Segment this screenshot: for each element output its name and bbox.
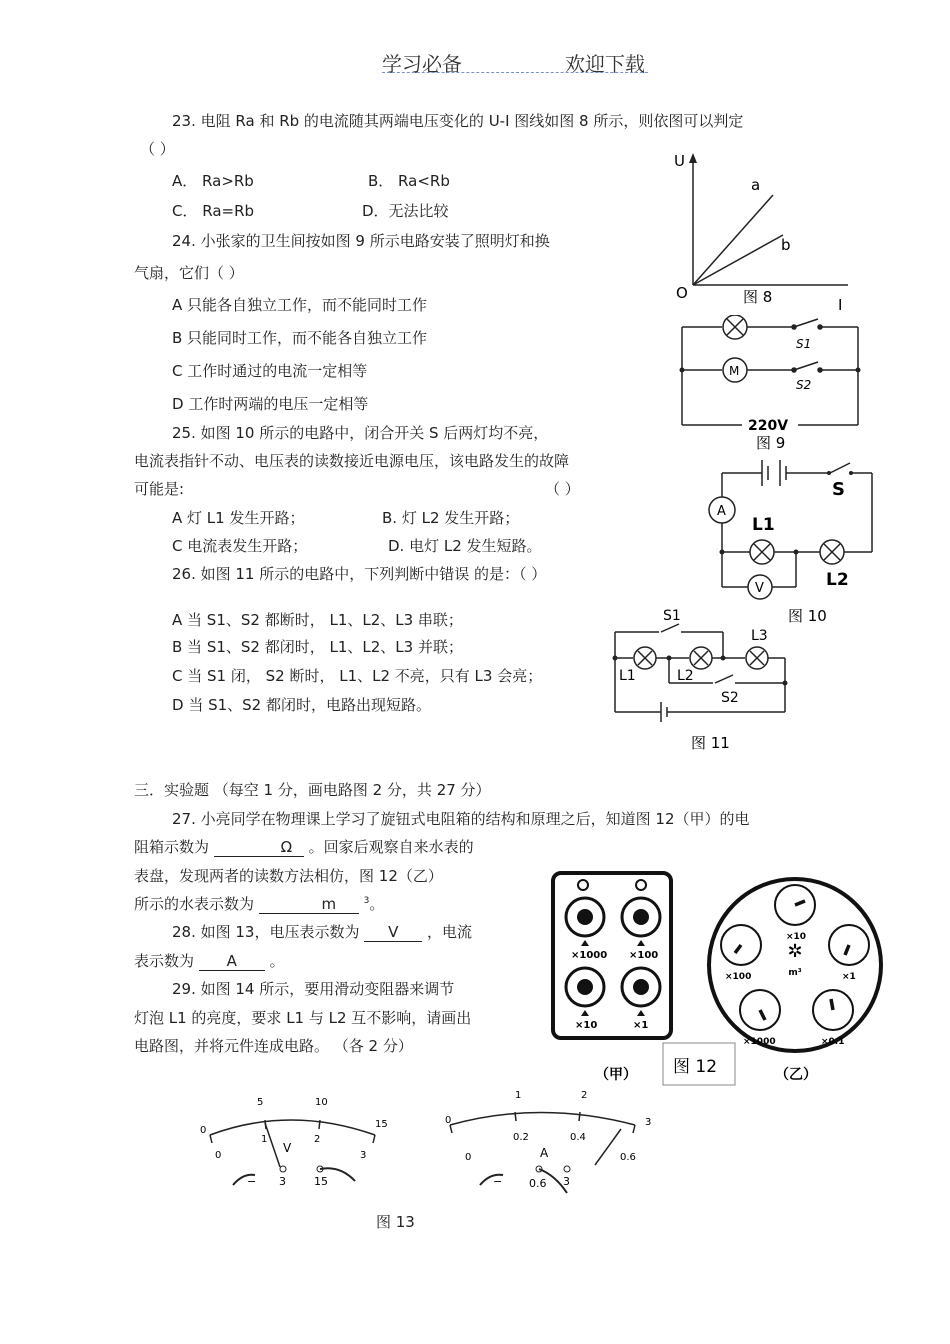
q28-line1: 28. 如图 13，电压表示数为 V ，电流 [172,923,473,941]
q27-line1: 27. 小亮同学在物理课上学习了旋钮式电阻箱的结构和原理之后，知道图 12（甲）的电 [172,810,750,828]
box-mult-1000: ×1000 [571,950,608,961]
lamp-l1-label: L1 [619,668,636,684]
star-icon: ✲ [787,941,803,962]
a-bottom-0.4: 0.4 [570,1132,586,1143]
dial-x10 [566,968,604,1006]
x-axis-label: I [838,296,843,314]
q24-line1: 24. 小张家的卫生间按如图 9 所示电路安装了照明灯和换 [172,232,550,250]
switch-s1-label: S1 [663,608,681,624]
q26-option-a: A 当 S1、S2 都断时， L1、L2、L3 串联； [172,611,463,629]
q26-option-d: D 当 S1、S2 都闭时，电路出现短路。 [172,696,431,714]
figure-9-circuit [670,315,870,455]
q24-line2: 气扇，它们（ ） [134,264,244,282]
voltmeter-symbol: V [283,1141,292,1155]
lamp-l2-label: L2 [677,668,694,684]
meter-mult-100: ×100 [725,972,752,982]
q28-line2: 表示数为 A 。 [134,952,285,970]
lamp-l2-label: L2 [826,570,849,590]
resistance-answer-blank[interactable]: Ω [214,838,304,857]
line-a-label: a [751,176,761,194]
switch-s2: S2 [796,378,812,392]
q23-line1: 23. 电阻 Ra 和 Rb 的电流随其两端电压变化的 U-I 图线如图 8 所示，则依图可以判定 [172,112,744,130]
a-bottom-0.6: 0.6 [620,1152,636,1163]
v-term-neg: − [247,1175,257,1188]
q26-option-b: B 当 S1、S2 都闭时， L1、L2、L3 并联； [172,638,463,656]
ammeter-needle [595,1129,621,1165]
voltmeter-needle [265,1123,280,1167]
header-right: 欢迎下载 [565,52,645,76]
q25-option-b: B. 灯 L2 发生开路； [382,509,520,527]
v-top-5: 5 [257,1097,264,1108]
a-term-neg: − [493,1175,503,1188]
q29-line2: 灯泡 L1 的亮度，要求 L1 与 L2 互不影响，请画出 [134,1009,472,1027]
ammeter-symbol: A [717,504,726,519]
meter-mult-0.1: ×0.1 [821,1037,845,1047]
q26-option-c: C 当 S1 闭， S2 断时， L1、L2 不亮，只有 L3 会亮； [172,667,543,685]
q27-line4: 所示的水表示数为 m $^3$。 [134,895,385,913]
fig11-caption: 图 11 [691,734,730,752]
dial-x1 [622,968,660,1006]
q24-option-d: D 工作时两端的电压一定相等 [172,395,369,413]
a-top-1: 1 [515,1090,522,1101]
figure-11-circuit [605,600,805,760]
v-bottom-2: 2 [314,1134,321,1145]
header-divider [382,72,648,73]
q29-line1: 29. 如图 14 所示，要用滑动变阻器来调节 [172,980,455,998]
q23-paren: （ ） [140,140,175,158]
line-b [693,235,783,285]
fig9-caption: 图 9 [756,434,786,452]
origin-label: O [676,284,688,302]
q27-line2: 阻箱示数为 Ω 。回家后观察自来水表的 [134,838,474,856]
voltmeter-symbol: V [755,581,764,596]
v-term-15: 15 [314,1175,328,1188]
q25-line3: 可能是: [134,480,185,498]
label-yi: （乙） [775,1067,817,1083]
q23-option-a: A． Ra>Rb [172,172,254,190]
q23-option-d: D．无法比较 [362,202,449,220]
v-bottom-0: 0 [215,1150,222,1161]
box-mult-1: ×1 [633,1020,649,1031]
line-a [693,195,773,285]
voltage-answer-blank[interactable]: V [364,923,422,942]
switch-s2-label: S2 [721,690,739,706]
a-bottom-0: 0 [465,1152,472,1163]
dial-x100 [622,898,660,936]
water-meter-answer-blank[interactable]: m [259,895,359,914]
q23-option-b: B． Ra<Rb [368,172,450,190]
q24-option-b: B 只能同时工作，而不能各自独立工作 [172,329,428,347]
v-bottom-1: 1 [261,1134,268,1145]
meter-unit: m³ [788,968,802,978]
header-left: 学习必备 [382,52,462,76]
q26-line1: 26. 如图 11 所示的电路中，下列判断中错误 的是：（ ） [172,565,547,583]
a-bottom-0.2: 0.2 [513,1132,529,1143]
voltmeter-dial [200,1097,388,1188]
label-jia: （甲） [595,1067,637,1083]
v-bottom-3: 3 [360,1150,367,1161]
q24-option-a: A 只能各自独立工作，而不能同时工作 [172,296,428,314]
q27-line3: 表盘，发现两者的读数方法相仿，图 12（乙） [134,867,443,885]
fig10-caption: 图 10 [788,607,827,625]
y-axis-label: U [674,152,685,170]
voltage-label: 220V [748,418,789,434]
current-answer-blank[interactable]: A [199,952,265,971]
box-mult-10: ×10 [575,1020,598,1031]
q25-paren: （ ） [545,480,580,498]
q23-option-c: C． Ra=Rb [172,202,255,220]
q25-option-a: A 灯 L1 发生开路； [172,509,305,527]
q24-option-c: C 工作时通过的电流一定相等 [172,362,368,380]
ammeter-symbol: A [540,1146,549,1160]
fig12-caption: 图 12 [673,1057,718,1077]
v-top-0: 0 [200,1125,207,1136]
line-b-label: b [781,236,791,254]
q25-line2: 电流表指针不动、电压表的读数接近电源电压，该电路发生的故障 [134,452,570,470]
q25-line1: 25. 如图 10 所示的电路中，闭合开关 S 后两灯均不亮， [172,424,549,442]
figure-13 [195,1085,665,1200]
motor-symbol: M [729,364,740,378]
box-mult-100: ×100 [629,950,659,961]
v-top-10: 10 [315,1097,328,1108]
figure-8-ui-graph [668,150,858,320]
lamp-l3-label: L3 [751,628,768,644]
lamp-l1-label: L1 [752,515,775,535]
v-term-3: 3 [279,1175,286,1188]
a-term-0.6: 0.6 [529,1177,547,1190]
q25-option-c: C 电流表发生开路； [172,537,308,555]
dial-x1000 [566,898,604,936]
a-top-3: 3 [645,1117,652,1128]
fig8-caption: 图 8 [743,288,773,306]
switch-label: S [832,479,845,500]
meter-mult-1000: ×1000 [743,1037,776,1047]
figure-12 [545,865,890,1090]
meter-mult-10: ×10 [786,932,807,942]
ammeter-dial [445,1090,651,1193]
fig13-caption: 图 13 [376,1213,415,1231]
a-term-3: 3 [563,1175,570,1188]
a-top-2: 2 [581,1090,588,1101]
v-top-15: 15 [375,1119,388,1130]
a-top-0: 0 [445,1115,452,1126]
q25-option-d: D. 电灯 L2 发生短路。 [388,537,542,555]
section-3-title: 三．实验题 （每空 1 分，画电路图 2 分，共 27 分） [134,781,491,799]
meter-mult-1: ×1 [842,972,856,982]
switch-s1: S1 [796,337,812,351]
q29-line3: 电路图，并将元件连成电路。 （各 2 分） [134,1037,413,1055]
